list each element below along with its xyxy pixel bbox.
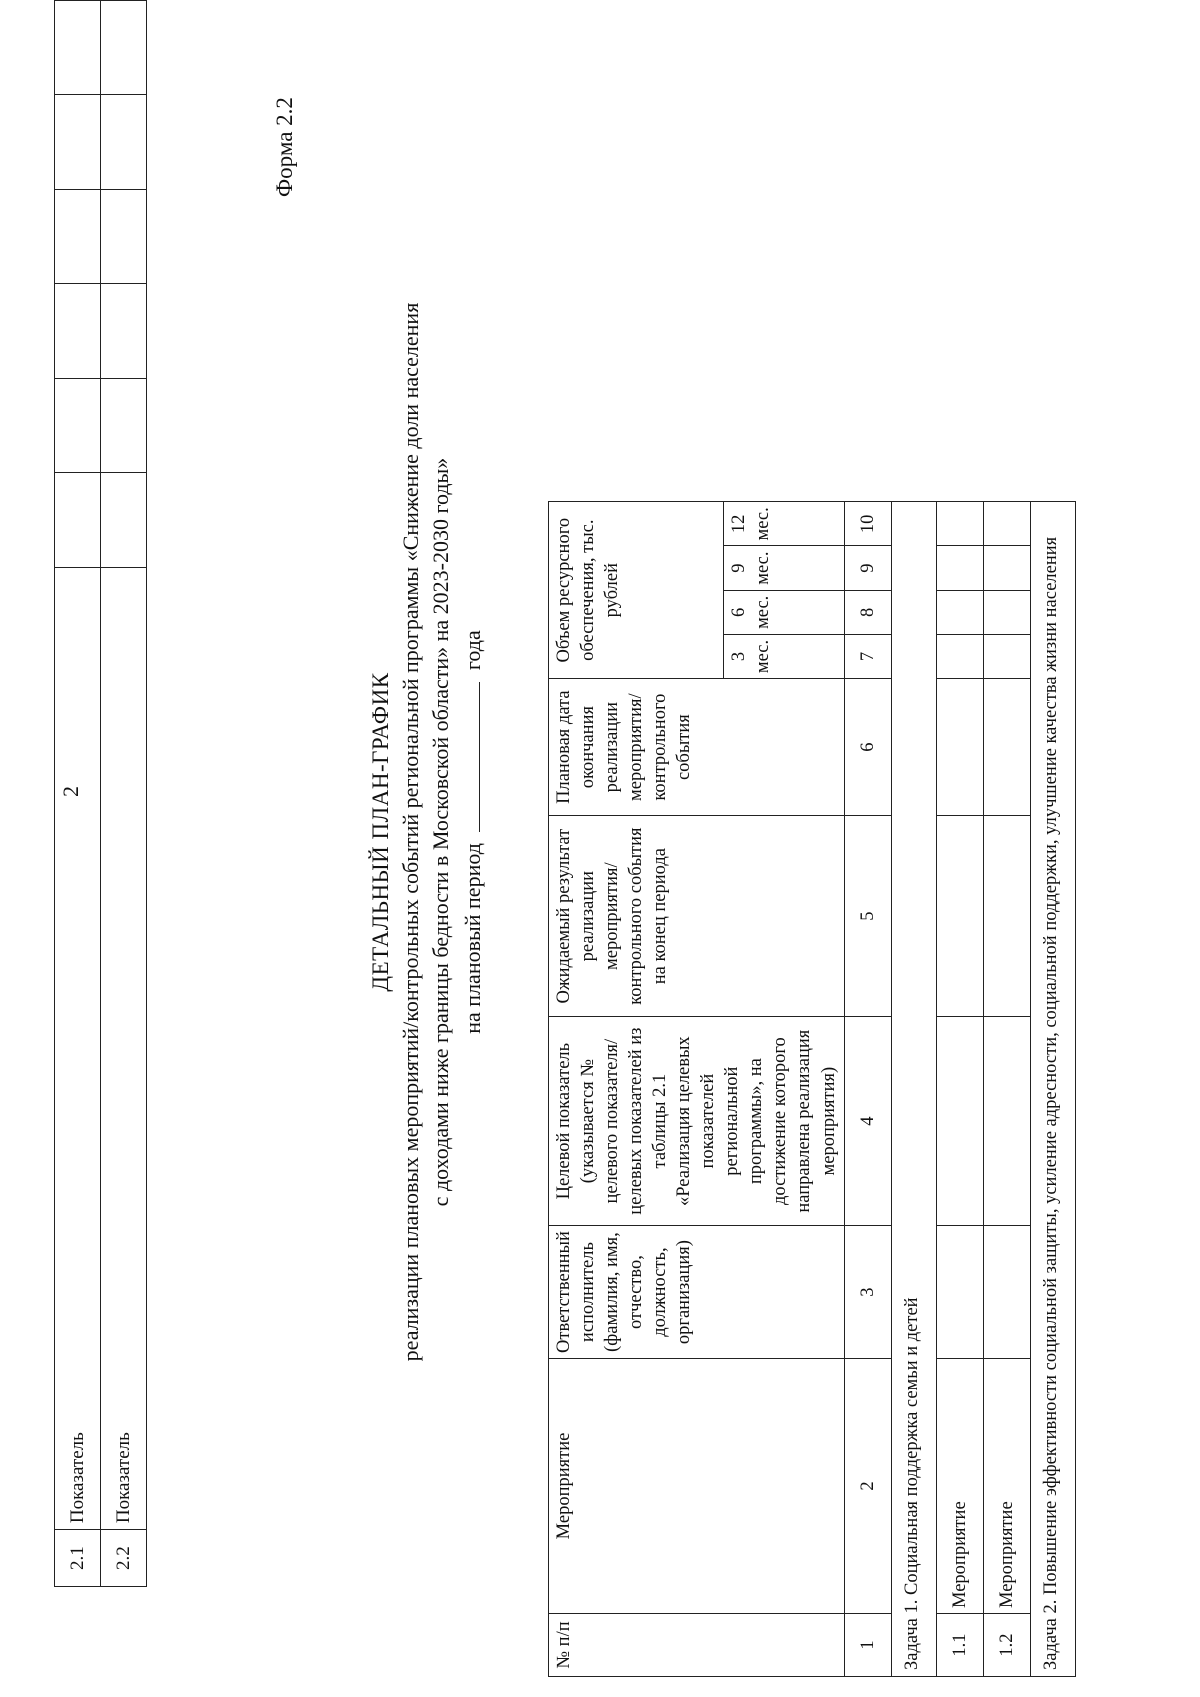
plan-schedule-table: [548, 501, 1076, 1677]
header-12-months: 12 мес.: [723, 502, 844, 546]
task-row: [891, 502, 936, 1677]
row-event: Мероприятие: [983, 1359, 1030, 1614]
period-blank-field: [461, 682, 480, 832]
document-subtitle-line2: с доходами ниже границы бедности в Московской области» на 2023-2030 годы»: [428, 457, 453, 1207]
page-number: 2: [58, 786, 83, 797]
header-event: Мероприятие: [549, 1359, 845, 1614]
column-number: 7: [844, 634, 891, 678]
row-number: 1.1: [936, 1614, 983, 1677]
table-row: [936, 502, 983, 1677]
header-indicator: Целевой показатель (указывается № целевого показателя/целевых показателей из таблицы 2.1 «Реализация целевых показателей региональной программы», на достижение которого направлена реализация мероприятия): [549, 1017, 845, 1226]
task-row: [1030, 502, 1075, 1677]
column-number: 9: [844, 546, 891, 590]
document-title: ДЕТАЛЬНЫЙ ПЛАН-ГРАФИК: [368, 672, 393, 992]
column-numbers-row: [844, 502, 891, 1677]
column-number: 1: [844, 1614, 891, 1677]
header-planned-date: Плановая дата окончания реализации мероприятия/контрольного события: [549, 679, 845, 816]
column-number: 5: [844, 816, 891, 1017]
form-label: Форма 2.2: [272, 97, 297, 197]
column-number: 4: [844, 1017, 891, 1226]
table-row: [55, 1, 101, 1587]
column-number: 2: [844, 1359, 891, 1614]
table-header-row: [549, 502, 724, 1677]
table-row: [983, 502, 1030, 1677]
row-number: 1.2: [983, 1614, 1030, 1677]
row-number: 2.1: [55, 1530, 101, 1587]
row-event: Мероприятие: [936, 1359, 983, 1614]
row-label: Показатель: [55, 567, 101, 1530]
column-number: 10: [844, 502, 891, 546]
period-suffix: года: [460, 630, 485, 671]
column-number: 3: [844, 1226, 891, 1359]
document-subtitle-line1: реализации плановых мероприятий/контрольных событий региональной программы «Снижение доли населения: [398, 302, 423, 1362]
continuation-table: [54, 0, 147, 1587]
header-6-months: 6 мес.: [723, 590, 844, 634]
header-num: № п/п: [549, 1614, 845, 1677]
period-prefix: на плановый период: [460, 843, 485, 1034]
table-row: [101, 1, 147, 1587]
column-number: 6: [844, 679, 891, 816]
row-label: Показатель: [101, 567, 147, 1530]
row-number: 2.2: [101, 1530, 147, 1587]
task-1-label: Задача 1. Социальная поддержка семьи и детей: [891, 502, 936, 1677]
header-3-months: 3 мес.: [723, 634, 844, 678]
header-resources: Объем ресурсного обеспечения, тыс. рублей: [549, 502, 724, 679]
header-expected-result: Ожидаемый результат реализации мероприятия/контрольного события на конец периода: [549, 816, 845, 1017]
task-2-label: Задача 2. Повышение эффективности социальной защиты, усиление адресности, социальной поддержки, улучшение качества жизни населения: [1030, 502, 1075, 1677]
header-responsible: Ответственный исполнитель (фамилия, имя, отчество, должность, организация): [549, 1226, 845, 1359]
header-9-months: 9 мес.: [723, 546, 844, 590]
column-number: 8: [844, 590, 891, 634]
planning-period-line: [460, 267, 486, 1397]
